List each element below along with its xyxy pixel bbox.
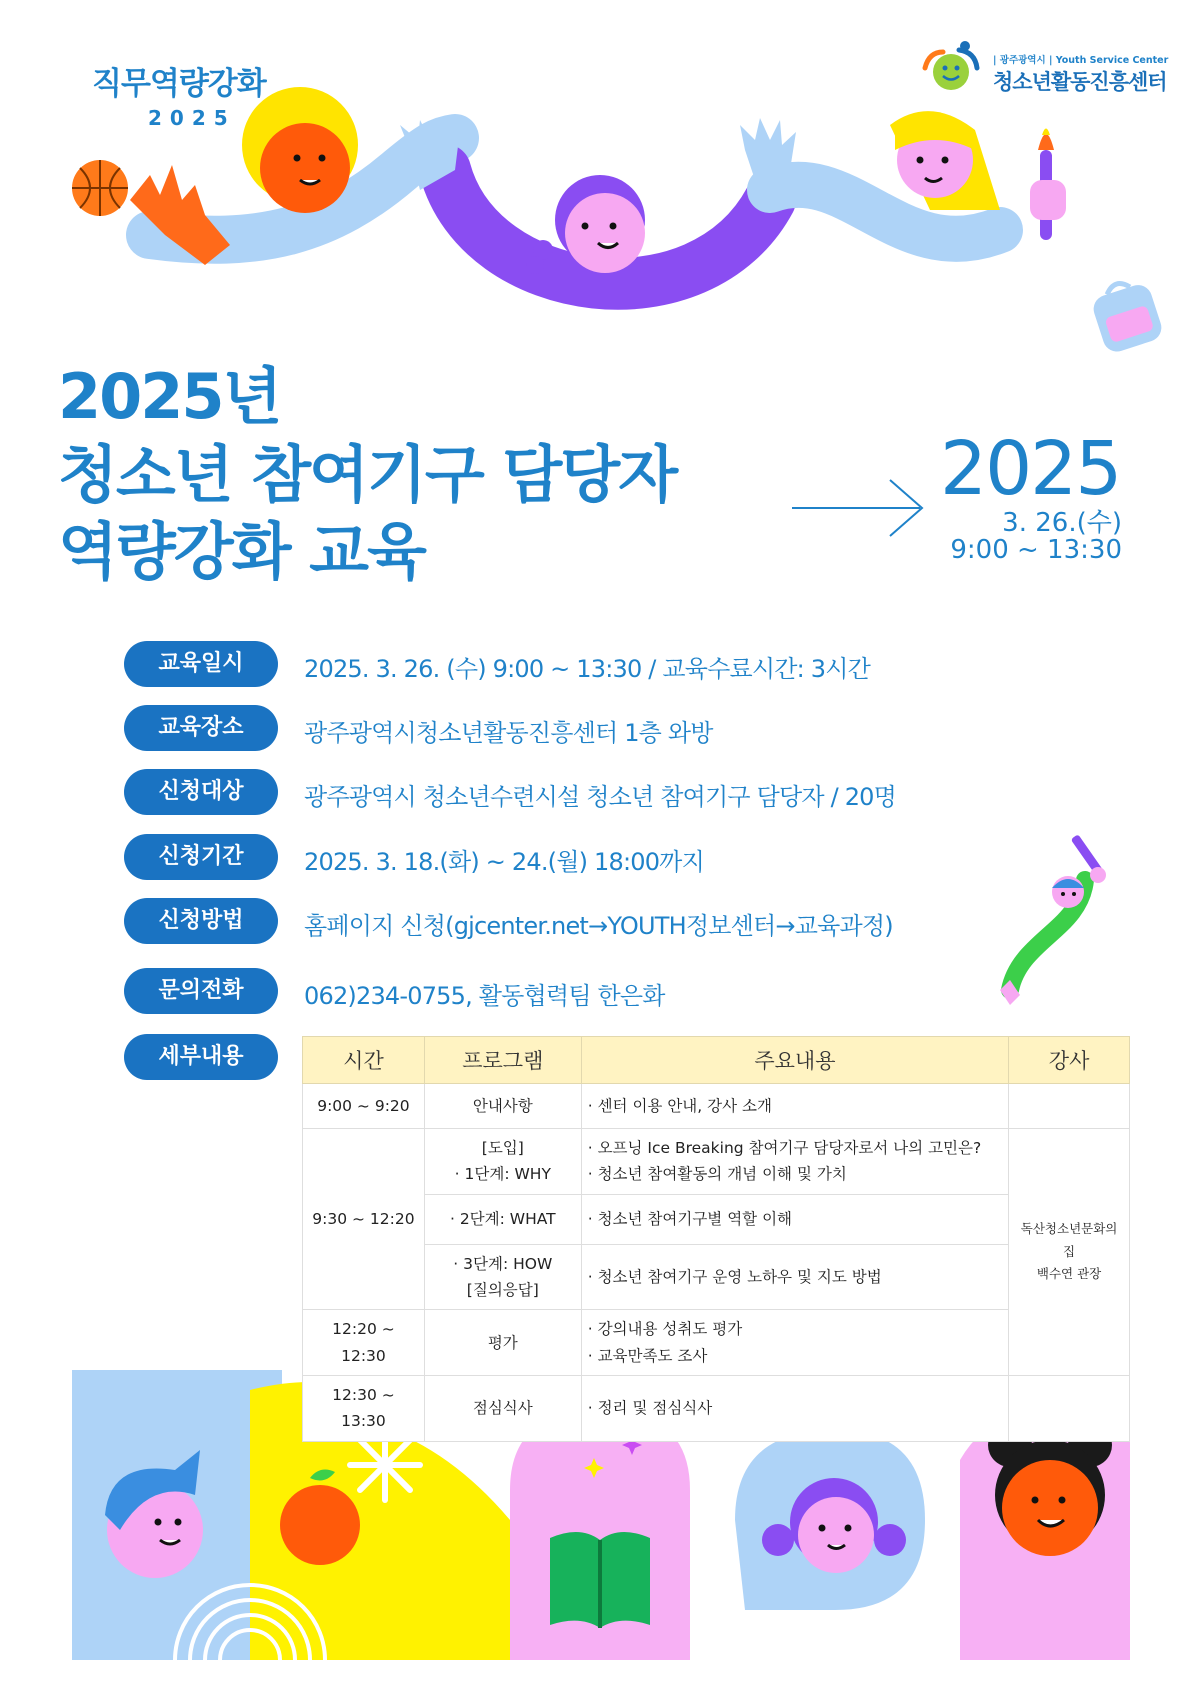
table-row [303, 1129, 1130, 1195]
instructor-org: 독산청소년문화의집 [1020, 1221, 1118, 1259]
content-cell: · 청소년 참여기구 운영 노하우 및 지도 방법 [581, 1244, 1008, 1310]
time-cell: 12:30 ~ 13:30 [303, 1376, 425, 1442]
info-label: 교육일시 [124, 641, 278, 687]
table-row [303, 1376, 1130, 1442]
program-category-year: 2025 [148, 106, 236, 130]
content-cell: · 청소년 참여기구별 역할 이해 [581, 1194, 1008, 1244]
program-cell: · 2단계: WHAT [424, 1194, 581, 1244]
table-row [303, 1244, 1130, 1310]
table-row [303, 1084, 1130, 1129]
content-line: · 청소년 참여활동의 개념 이해 및 가치 [587, 1165, 847, 1184]
smiley-logo-icon [915, 38, 987, 100]
instructor-name: 백수연 관장 [1036, 1266, 1102, 1282]
content-cell [581, 1310, 1008, 1376]
table-row [303, 1194, 1130, 1244]
logo-name: 청소년활동진흥센터 [993, 70, 1167, 94]
info-label: 문의전화 [124, 968, 278, 1014]
kid-with-pencil-illustration [990, 830, 1140, 1010]
event-time: 9:00 ~ 13:30 [950, 535, 1122, 565]
column-header: 프로그램 [424, 1037, 581, 1084]
instructor-cell [1009, 1084, 1130, 1129]
table-row [303, 1310, 1130, 1376]
program-category-title: 직무역량강화 [92, 66, 266, 102]
main-title-line1: 2025년 [58, 360, 281, 433]
column-header: 시간 [303, 1037, 425, 1084]
schedule-table [302, 1036, 1130, 1442]
time-cell: 9:30 ~ 12:20 [303, 1129, 425, 1310]
column-header: 강사 [1009, 1037, 1130, 1084]
program-cell [424, 1244, 581, 1310]
program-line: · 1단계: WHY [454, 1165, 551, 1184]
info-value: 광주광역시 청소년수련시설 청소년 참여기구 담당자 / 20명 [304, 783, 897, 811]
backpack-icon [1088, 275, 1165, 355]
center-logo [915, 38, 1185, 108]
program-line: · 3단계: HOW [453, 1254, 553, 1273]
program-line: [질의응답] [466, 1281, 539, 1300]
info-value: 2025. 3. 18.(화) ~ 24.(월) 18:00까지 [304, 848, 704, 876]
content-line: · 강의내용 성취도 평가 [587, 1320, 743, 1339]
info-label: 신청기간 [124, 834, 278, 880]
program-cell: 점심식사 [424, 1376, 581, 1442]
apple-icon [280, 1485, 360, 1565]
table-header-row [303, 1037, 1130, 1084]
event-year: 2025 [940, 426, 1121, 512]
content-cell: · 센터 이용 안내, 강사 소개 [581, 1084, 1008, 1129]
logo-subtitle: | 광주광역시 | Youth Service Center [993, 55, 1169, 66]
info-value: 광주광역시청소년활동진흥센터 1층 와방 [304, 719, 713, 747]
content-cell [581, 1129, 1008, 1195]
arrow-icon [790, 478, 930, 538]
info-value: 홈페이지 신청(gjcenter.net→YOUTH정보센터→교육과정) [304, 912, 893, 940]
instructor-cell [1009, 1376, 1130, 1442]
book-icon [550, 1532, 650, 1628]
instructor-cell [1009, 1129, 1130, 1376]
content-cell: · 정리 및 점심식사 [581, 1376, 1008, 1442]
info-label: 교육장소 [124, 705, 278, 751]
time-cell: 12:20 ~ 12:30 [303, 1310, 425, 1376]
program-line: [도입] [481, 1139, 524, 1157]
content-line: · 교육만족도 조사 [587, 1346, 708, 1365]
event-date: 3. 26.(수) [1002, 508, 1122, 538]
info-label: 세부내용 [124, 1034, 278, 1080]
program-cell: 안내사항 [424, 1084, 581, 1129]
info-label: 신청방법 [124, 898, 278, 944]
time-cell: 9:00 ~ 9:20 [303, 1084, 425, 1129]
program-cell [424, 1129, 581, 1195]
info-value: 062)234-0755, 활동협력팀 한은화 [304, 982, 665, 1010]
content-line: · 오프닝 Ice Breaking 참여기구 담당자로서 나의 고민은? [587, 1139, 982, 1157]
main-title-line3: 역량강화 교육 [58, 515, 425, 588]
info-value: 2025. 3. 26. (수) 9:00 ~ 13:30 / 교육수료시간: 3시간 [304, 655, 871, 683]
column-header: 주요내용 [581, 1037, 1008, 1084]
program-cell: 평가 [424, 1310, 581, 1376]
info-label: 신청대상 [124, 769, 278, 815]
main-title-line2: 청소년 참여기구 담당자 [58, 438, 677, 511]
